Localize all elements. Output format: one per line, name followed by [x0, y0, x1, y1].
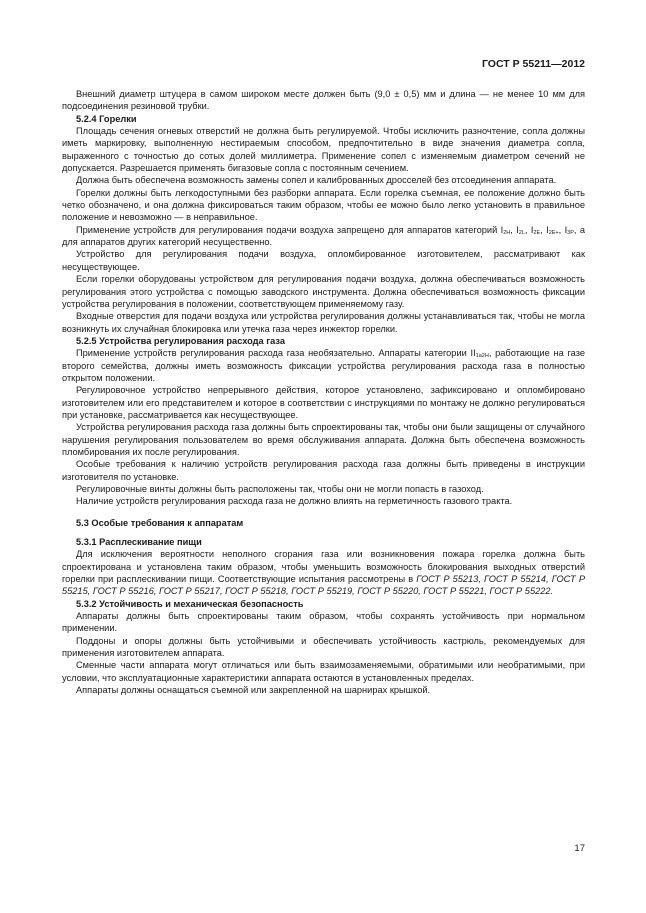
section-heading-5-3-1: 5.3.1 Расплескивание пищи [76, 537, 202, 548]
section-heading-5-3: 5.3 Особые требования к аппаратам [76, 517, 244, 528]
paragraph: Сменные части аппарата могут отличаться или быть взаимозаменяемыми, обратимыми или необратимыми, при условии, что эксплуатационные характеристики аппарата остаются в установленных пределах. [62, 660, 585, 683]
paragraph: Регулировочные винты должны быть расположены так, чтобы они не могли попасть в газоход. [76, 484, 484, 494]
paragraph: Аппараты должны оснащаться съемной или закрепленной на шарнирах крышкой. [76, 685, 431, 696]
text-fragment: Применение устройств для регулирования подачи воздуха запрещено для аппаратов категорий [76, 224, 498, 235]
category-code: $I_{2E+}$ [546, 224, 559, 236]
category-code: $I_{2E}$ [530, 224, 541, 236]
paragraph-categories: Применение устройств для регулирования подачи воздуха запрещено для аппаратов категорий $I_{2H}$, $I_{2L}$, $I_{2E}$, $I_{2E+}$, $I_{3P}$, а для аппаратов других категорий несущественно. [62, 224, 585, 248]
paragraph: Наличие устройств регулирования расхода газа не должно влиять на герметичность газового тракта. [76, 496, 513, 507]
paragraph: Внешний диаметр штуцера в самом широком месте должен быть (9,0 ± 0,5) мм и длина — не менее 10 мм для подсоединения резиновой трубки. [62, 89, 585, 112]
paragraph: Устройство для регулирования подачи воздуха, опломбированное изготовителем, рассматривают как несуществующее. [62, 249, 585, 272]
section-heading-5-2-5: 5.2.5 Устройства регулирования расхода газа [76, 335, 285, 346]
paragraph: Регулировочное устройство непрерывного действия, которое установлено, зафиксировано и опломбировано изготовителем или его представителем и которое в соответствии с инструкциями по монтажу не должно регулироваться при установке, рассматривается как несуществующее. [62, 385, 585, 420]
paragraph: Поддоны и опоры должны быть устойчивыми и обеспечивать устойчивость кастрюль, рекомендуемых для применения изготовителем аппарата. [62, 635, 585, 659]
text-fragment: , а для аппаратов других категорий несущественно. [62, 224, 585, 248]
paragraph: Если горелки оборудованы устройством для регулирования подачи воздуха, должна обеспечиваться возможность регулирования этого устройства с помощью заводского инструмента. Должна обеспечиваться возможность фиксации устройства регулирования в положении, соответствующем применяемому газу. [62, 274, 585, 309]
paragraph: Площадь сечения огневых отверстий не должна быть регулируемой. Чтобы исключить разночтение, сопла должны иметь маркировку, выполненную нестираемым способом, предпочтительно в виде значения диаметра сопла, выраженного с точностью до сотых долей миллиметра. Применение сопел с изменяемым диаметром сечений не допускается. Разрешается применять бигазовые сопла с постоянным сечением. [62, 126, 585, 174]
paragraph: Входные отверстия для подачи воздуха или устройства регулирования должны устанавливаться так, чтобы не могла возникнуть их случайная блокировка или утечка газа через инжектор горелки. [62, 311, 585, 334]
text-fragment: Применение устройств регулирования расхода газа необязательно. Аппараты категории II [76, 348, 476, 359]
section-heading-5-3-2: 5.3.2 Устойчивость и механическая безопасность [76, 598, 304, 609]
category-code: $I_{3P}$ [564, 224, 574, 236]
paragraph: Особые требования к наличию устройств регулирования расхода газа должны быть приведены в инструкции изготовителя по установке. [62, 459, 585, 482]
category-subscript: 1a2H [475, 353, 489, 360]
text-fragment: , работающие на газе второго семейства, должны иметь возможность фиксации устройства регулирования расхода газа в полностью открытом положении. [62, 348, 585, 383]
standard-references: ГОСТ Р 55213, ГОСТ Р 55214, ГОСТ Р 55215, ГОСТ Р 55216, ГОСТ Р 55217, ГОСТ Р 55218, ГОСТ Р 55219, ГОСТ Р 55220, ГОСТ Р 55221, ГОСТ Р 55222. [62, 574, 585, 597]
paragraph-category-ii [62, 347, 585, 384]
category-code: $I_{2H}$ [500, 224, 511, 236]
category-code: $I_{2L}$ [516, 224, 525, 236]
paragraph: Аппараты должны быть спроектированы таким образом, чтобы сохранять устойчивость при нормальном применении. [62, 611, 585, 634]
text-fragment: Для исключения вероятности неполного сгорания газа или возникновения пожара горелка должна быть спроектирована и установлена таким образом, чтобы уменьшить возможность блокирования выходных отверстий горелки при расплескивании пищи. Соответствующие испытания рассмотрены в [62, 549, 585, 585]
page-number: 17 [574, 843, 585, 854]
paragraph: Должна быть обеспечена возможность замены сопел и калиброванных дросселей без отсоединения аппарата. [76, 175, 557, 186]
section-heading-5-2-4: 5.2.4 Горелки [76, 113, 137, 124]
document-header: ГОСТ Р 55211—2012 [481, 58, 585, 70]
paragraph: Устройства регулирования расхода газа должны быть спроектированы так, чтобы они были защищены от случайного нарушения регулирования пользователем во время обслуживания аппарата. Должна быть обеспечена возможность пломбирования их после регулирования. [62, 422, 585, 457]
paragraph-references [62, 548, 585, 597]
paragraph: Горелки должны быть легкодоступными без разборки аппарата. Если горелка съемная, ее положение должно быть четко обозначено, и она должна фиксироваться таким образом, чтобы ее можно было легко установить в правильное положение и невозможно — в неправильное. [62, 187, 585, 223]
document-body [62, 88, 585, 697]
